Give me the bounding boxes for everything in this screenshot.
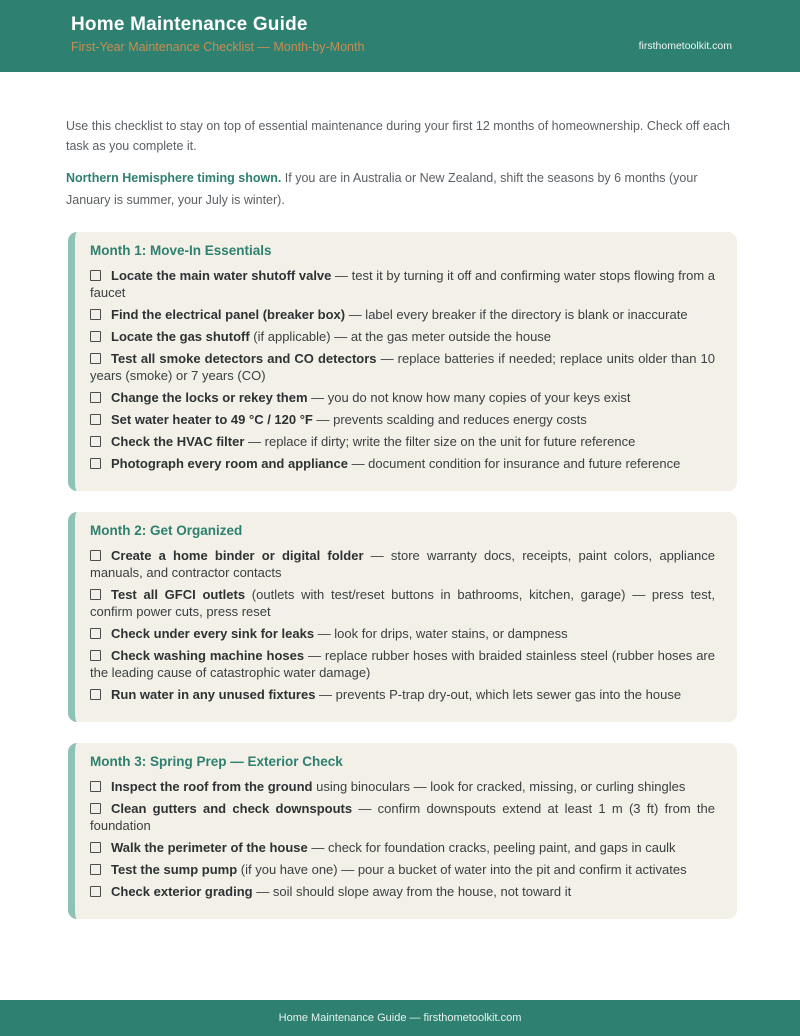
item-task: Run water in any unused fixtures [111, 687, 316, 702]
item-task: Change the locks or rekey them [111, 390, 308, 405]
site-url: firsthometoolkit.com [638, 40, 732, 52]
checkbox-icon [90, 781, 101, 792]
item-detail: — check for foundation cracks, peeling paint, and gaps in caulk [307, 840, 676, 855]
checklist-item [90, 586, 715, 620]
checkbox-icon [90, 392, 101, 403]
item-task: Check exterior grading [111, 884, 253, 899]
card-title: Month 2: Get Organized [90, 523, 243, 538]
item-detail: (if you have one) — pour a bucket of water into the pit and confirm it activates [237, 862, 687, 877]
footer [0, 1000, 800, 1036]
checklist-item [90, 547, 715, 581]
item-detail: — replace batteries if needed; replace units older than 10 years (smoke) or 7 years (CO) [90, 351, 716, 383]
item-task: Set water heater to 49 °C / 120 °F [111, 412, 313, 427]
item-detail: — you do not know how many copies of your keys exist [307, 390, 631, 405]
checklist-item [90, 455, 715, 472]
checklist-item [90, 800, 715, 834]
card-title: Month 3: Spring Prep — Exterior Check [90, 754, 343, 769]
page-title: Home Maintenance Guide [71, 14, 308, 35]
item-task: Photograph every room and appliance [111, 456, 348, 471]
item-detail: — label every breaker if the directory is blank or inaccurate [345, 307, 688, 322]
checklist-item [90, 839, 715, 856]
item-task: Locate the gas shutoff [111, 329, 250, 344]
footer-text: Home Maintenance Guide — firsthometoolkit.com [278, 1012, 522, 1024]
item-detail: (if applicable) — at the gas meter outside the house [249, 329, 552, 344]
checkbox-icon [90, 803, 101, 814]
checklist-item [90, 267, 715, 301]
checklist-item [90, 411, 715, 428]
header [0, 0, 800, 72]
checkbox-icon [90, 270, 101, 281]
item-detail: — confirm downspouts extend at least 1 m (3 ft) from the foundation [90, 801, 715, 833]
item-detail: — prevents P-trap dry-out, which lets sewer gas into the house [315, 687, 682, 702]
item-task: Clean gutters and check downspouts [111, 801, 353, 816]
hemisphere-note-rest: If you are in Australia or New Zealand, shift the seasons by 6 months (your January is summer, your July is winter). [66, 171, 698, 207]
item-task: Test all smoke detectors and CO detectors [111, 351, 377, 366]
item-detail: — look for drips, water stains, or dampness [314, 626, 568, 641]
item-detail: — replace if dirty; write the filter size on the unit for future reference [244, 434, 636, 449]
checklist-item [90, 433, 715, 450]
checkbox-icon [90, 331, 101, 342]
page-subtitle: First-Year Maintenance Checklist — Month-by-Month [71, 40, 365, 54]
checkbox-icon [90, 414, 101, 425]
checkbox-icon [90, 550, 101, 561]
checklist-item [90, 861, 715, 878]
hemisphere-note [66, 167, 734, 211]
item-detail: — soil should slope away from the house, not toward it [252, 884, 572, 899]
month-card-3 [68, 743, 737, 919]
item-detail: — document condition for insurance and future reference [347, 456, 681, 471]
month-card-1 [68, 232, 737, 491]
item-task: Walk the perimeter of the house [111, 840, 308, 855]
checkbox-icon [90, 886, 101, 897]
item-task: Check washing machine hoses [111, 648, 305, 663]
checklist-item [90, 647, 715, 681]
checklist-cards [68, 232, 732, 919]
header-titles [71, 0, 364, 72]
item-task: Check under every sink for leaks [111, 626, 315, 641]
item-task: Create a home binder or digital folder [111, 548, 364, 563]
item-task: Check the HVAC filter [111, 434, 245, 449]
checkbox-icon [90, 436, 101, 447]
item-detail: — prevents scalding and reduces energy costs [312, 412, 587, 427]
intro-paragraph: Use this checklist to stay on top of essential maintenance during your first 12 months of homeownership. Check off each task as you complete it. [66, 119, 731, 153]
item-task: Test all GFCI outlets [111, 587, 246, 602]
item-detail: — test it by turning it off and confirming water stops flowing from a faucet [90, 268, 715, 300]
item-task: Inspect the roof from the ground [111, 779, 313, 794]
item-detail: using binoculars — look for cracked, missing, or curling shingles [312, 779, 686, 794]
checklist-item [90, 686, 715, 703]
checkbox-icon [90, 864, 101, 875]
checkbox-icon [90, 589, 101, 600]
item-task: Test the sump pump [111, 862, 238, 877]
checklist-item [90, 625, 715, 642]
content [0, 72, 800, 919]
item-detail: — store warranty docs, receipts, paint colors, appliance manuals, and contractor contacts [90, 548, 716, 580]
checklist-item [90, 328, 715, 345]
checklist-item [90, 350, 715, 384]
item-task: Locate the main water shutoff valve [111, 268, 332, 283]
hemisphere-note-bold: Northern Hemisphere timing shown. [66, 171, 282, 185]
checkbox-icon [90, 309, 101, 320]
checkbox-icon [90, 689, 101, 700]
checklist-item [90, 389, 715, 406]
checklist-item [90, 778, 715, 795]
checkbox-icon [90, 650, 101, 661]
checkbox-icon [90, 842, 101, 853]
checklist-item [90, 306, 715, 323]
card-title: Month 1: Move-In Essentials [90, 243, 272, 258]
item-detail: (outlets with test/reset buttons in bathrooms, kitchen, garage) — press test, confirm power cuts, press reset [90, 587, 716, 619]
item-task: Find the electrical panel (breaker box) [111, 307, 346, 322]
item-detail: — replace rubber hoses with braided stainless steel (rubber hoses are the leading cause of catastrophic water damage) [90, 648, 715, 680]
checkbox-icon [90, 458, 101, 469]
month-card-2 [68, 512, 737, 722]
checkbox-icon [90, 353, 101, 364]
checkbox-icon [90, 628, 101, 639]
checklist-item [90, 883, 715, 900]
